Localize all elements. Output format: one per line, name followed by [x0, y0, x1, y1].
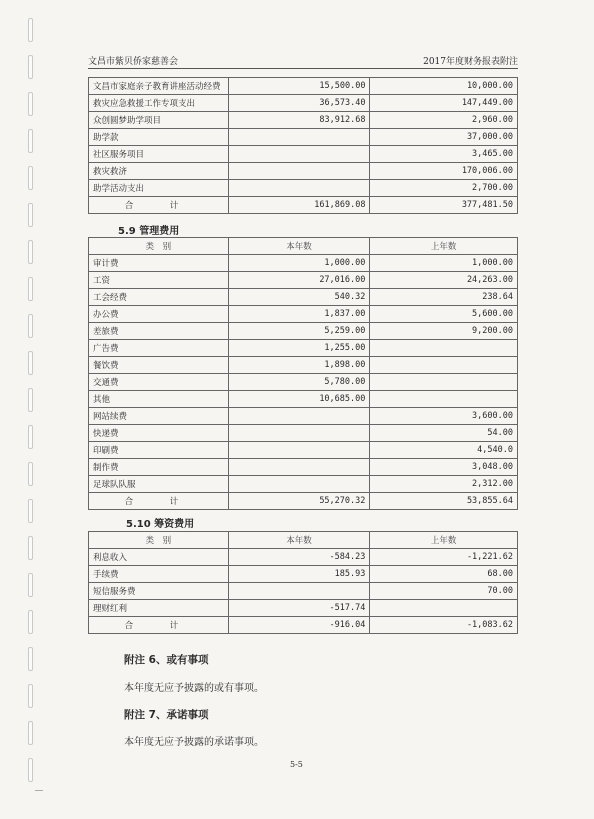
table-row	[89, 459, 518, 476]
total-previous-year: 377,481.50	[370, 197, 518, 214]
row-current-year: -584.23	[228, 549, 370, 566]
row-current-year: 5,259.00	[228, 323, 370, 340]
table-row	[89, 425, 518, 442]
row-category: 助学活动支出	[89, 180, 229, 197]
row-category: 其他	[89, 391, 229, 408]
row-current-year: 15,500.00	[228, 78, 370, 95]
row-previous-year: 24,263.00	[370, 272, 518, 289]
org-name: 文昌市紫贝侨家慈善会	[88, 57, 179, 67]
financing-expense-table	[88, 531, 518, 634]
row-category: 众创圆梦助学项目	[89, 112, 229, 129]
row-category: 工资	[89, 272, 229, 289]
table-row	[89, 306, 518, 323]
row-category: 短信服务费	[89, 583, 229, 600]
row-category: 餐饮费	[89, 357, 229, 374]
row-previous-year: 170,006.00	[370, 163, 518, 180]
row-current-year: 185.93	[228, 566, 370, 583]
row-category: 广告费	[89, 340, 229, 357]
row-previous-year: -1,221.62	[370, 549, 518, 566]
table-row	[89, 549, 518, 566]
row-previous-year: 68.00	[370, 566, 518, 583]
header-category: 类 别	[89, 238, 229, 255]
table-row	[89, 289, 518, 306]
row-previous-year: 5,600.00	[370, 306, 518, 323]
header-current-year: 本年数	[228, 532, 370, 549]
row-previous-year: 147,449.00	[370, 95, 518, 112]
total-current-year: -916.04	[228, 617, 370, 634]
row-category: 助学款	[89, 129, 229, 146]
report-title: 2017年度财务报表附注	[423, 57, 518, 67]
table-row	[89, 476, 518, 493]
row-previous-year: 1,000.00	[370, 255, 518, 272]
margin-mark	[35, 790, 43, 791]
total-current-year: 55,270.32	[228, 493, 370, 510]
row-category: 文昌市家庭亲子教育讲座活动经费	[89, 78, 229, 95]
page-header	[88, 52, 518, 69]
row-previous-year: 3,600.00	[370, 408, 518, 425]
note-6-text: 本年度无应予披露的或有事项。	[124, 683, 264, 694]
row-previous-year: 238.64	[370, 289, 518, 306]
row-category: 理财红利	[89, 600, 229, 617]
table-row	[89, 357, 518, 374]
row-previous-year: 3,465.00	[370, 146, 518, 163]
total-previous-year: 53,855.64	[370, 493, 518, 510]
row-category: 制作费	[89, 459, 229, 476]
table-row	[89, 391, 518, 408]
table-row	[89, 408, 518, 425]
row-current-year: 83,912.68	[228, 112, 370, 129]
row-current-year: 5,780.00	[228, 374, 370, 391]
row-category: 差旅费	[89, 323, 229, 340]
row-current-year: 1,898.00	[228, 357, 370, 374]
row-category: 交通费	[89, 374, 229, 391]
table-header-row	[89, 238, 518, 255]
total-current-year: 161,869.08	[228, 197, 370, 214]
row-current-year: -517.74	[228, 600, 370, 617]
total-previous-year: -1,083.62	[370, 617, 518, 634]
row-previous-year: 54.00	[370, 425, 518, 442]
row-previous-year: 2,960.00	[370, 112, 518, 129]
header-category: 类 别	[89, 532, 229, 549]
row-previous-year: 3,048.00	[370, 459, 518, 476]
total-label: 合 计	[89, 617, 229, 634]
row-previous-year	[370, 340, 518, 357]
table-row	[89, 583, 518, 600]
table-row	[89, 180, 518, 197]
total-label: 合 计	[89, 197, 229, 214]
row-category: 快递费	[89, 425, 229, 442]
note-7-title: 附注 7、承诺事项	[124, 709, 209, 721]
binding-holes	[22, 0, 38, 819]
row-current-year	[228, 129, 370, 146]
table-row	[89, 340, 518, 357]
row-previous-year: 2,700.00	[370, 180, 518, 197]
section-title-5-10: 5.10 筹资费用	[126, 519, 195, 530]
management-expense-table	[88, 237, 518, 510]
table-row	[89, 95, 518, 112]
row-category: 社区服务项目	[89, 146, 229, 163]
total-row	[89, 617, 518, 634]
row-current-year	[228, 146, 370, 163]
row-category: 工会经费	[89, 289, 229, 306]
project-expense-table	[88, 77, 518, 214]
row-current-year: 1,837.00	[228, 306, 370, 323]
table-row	[89, 112, 518, 129]
table-row	[89, 600, 518, 617]
header-previous-year: 上年数	[370, 238, 518, 255]
row-previous-year: 9,200.00	[370, 323, 518, 340]
row-previous-year: 10,000.00	[370, 78, 518, 95]
table-row	[89, 272, 518, 289]
row-previous-year: 4,540.0	[370, 442, 518, 459]
row-previous-year	[370, 600, 518, 617]
row-current-year	[228, 408, 370, 425]
table-row	[89, 323, 518, 340]
note-7-text: 本年度无应予披露的承诺事项。	[124, 737, 264, 748]
total-row	[89, 493, 518, 510]
table-row	[89, 146, 518, 163]
row-category: 办公费	[89, 306, 229, 323]
row-current-year: 1,255.00	[228, 340, 370, 357]
row-current-year	[228, 476, 370, 493]
total-label: 合 计	[89, 493, 229, 510]
table-header-row	[89, 532, 518, 549]
row-category: 救灾应急救援工作专项支出	[89, 95, 229, 112]
row-previous-year: 37,000.00	[370, 129, 518, 146]
row-current-year: 540.32	[228, 289, 370, 306]
row-previous-year	[370, 357, 518, 374]
row-current-year	[228, 442, 370, 459]
total-row	[89, 197, 518, 214]
row-category: 利息收入	[89, 549, 229, 566]
row-current-year	[228, 180, 370, 197]
table-row	[89, 129, 518, 146]
row-current-year	[228, 459, 370, 476]
table-row	[89, 442, 518, 459]
row-category: 网站续费	[89, 408, 229, 425]
note-6-title: 附注 6、或有事项	[124, 654, 209, 666]
row-previous-year: 70.00	[370, 583, 518, 600]
table-row	[89, 374, 518, 391]
table-row	[89, 255, 518, 272]
row-previous-year: 2,312.00	[370, 476, 518, 493]
table-row	[89, 78, 518, 95]
row-category: 救灾救济	[89, 163, 229, 180]
row-current-year: 27,016.00	[228, 272, 370, 289]
table-row	[89, 163, 518, 180]
table-row	[89, 566, 518, 583]
row-current-year: 10,685.00	[228, 391, 370, 408]
row-category: 手续费	[89, 566, 229, 583]
row-category: 审计费	[89, 255, 229, 272]
row-current-year: 1,000.00	[228, 255, 370, 272]
row-current-year	[228, 425, 370, 442]
row-previous-year	[370, 374, 518, 391]
row-current-year	[228, 583, 370, 600]
row-current-year: 36,573.40	[228, 95, 370, 112]
section-title-5-9: 5.9 管理费用	[118, 226, 180, 237]
row-category: 印刷费	[89, 442, 229, 459]
row-category: 足球队队服	[89, 476, 229, 493]
header-previous-year: 上年数	[370, 532, 518, 549]
row-current-year	[228, 163, 370, 180]
row-previous-year	[370, 391, 518, 408]
header-current-year: 本年数	[228, 238, 370, 255]
page-number: 5-5	[290, 760, 303, 769]
